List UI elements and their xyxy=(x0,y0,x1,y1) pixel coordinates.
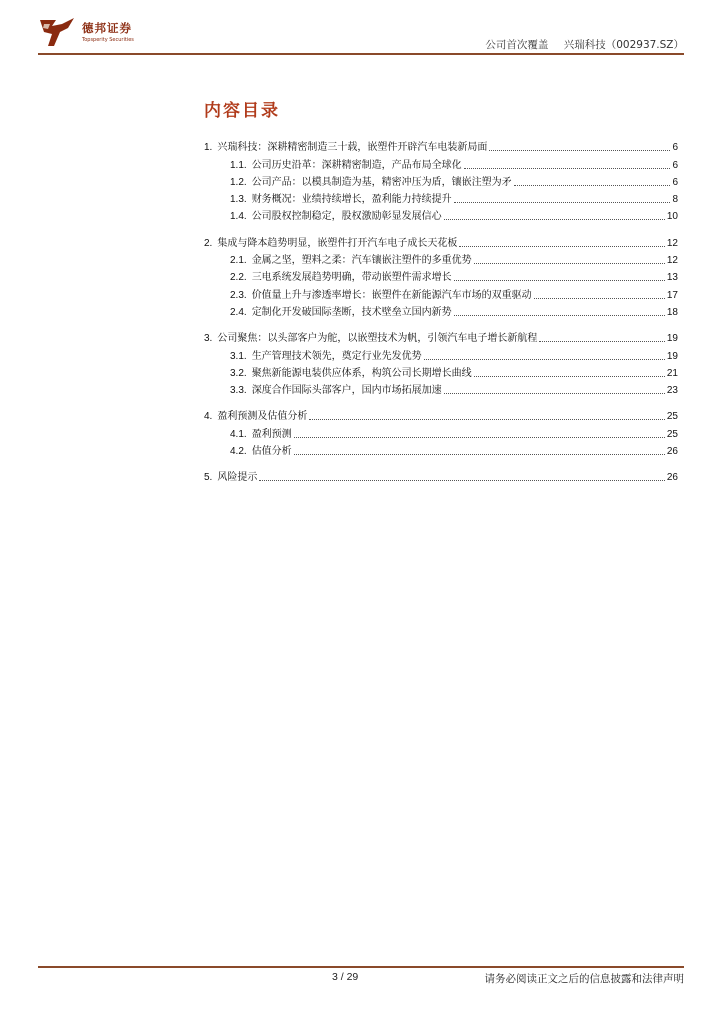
toc-subsection-entry[interactable] xyxy=(204,301,678,318)
toc-section-entry[interactable] xyxy=(204,136,678,153)
toc-entry-label: 金属之坚，塑料之柔：汽车镶嵌注塑件的多重优势 xyxy=(251,255,472,267)
table-of-contents xyxy=(204,136,678,483)
toc-entry-label: 公司股权控制稳定，股权激励彰显发展信心 xyxy=(251,211,442,223)
brand-name-cn: 德邦证券 xyxy=(82,21,132,35)
toc-entry-number: 2.3. xyxy=(230,289,247,301)
toc-leader-dots xyxy=(309,418,665,420)
toc-subsection-entry[interactable] xyxy=(204,153,678,170)
toc-leader-dots xyxy=(444,392,665,394)
toc-group-gap xyxy=(204,222,678,231)
toc-leader-dots xyxy=(459,245,665,247)
toc-entry-page: 6 xyxy=(672,142,678,154)
brand-logo-icon xyxy=(38,16,78,48)
company-ticker: 兴瑞科技（002937.SZ） xyxy=(563,39,684,51)
toc-subsection-entry[interactable] xyxy=(204,344,678,361)
disclaimer-note: 请务必阅读正文之后的信息披露和法律声明 xyxy=(484,973,684,985)
toc-leader-dots xyxy=(424,358,665,360)
toc-entry-page: 26 xyxy=(666,472,678,484)
toc-entry-number: 3. xyxy=(204,333,213,345)
toc-entry-number: 1.4. xyxy=(230,211,247,223)
toc-entry-number: 3.1. xyxy=(230,350,247,362)
toc-subsection-entry[interactable] xyxy=(204,171,678,188)
toc-entry-label: 盈利预测 xyxy=(251,428,292,440)
toc-entry-page: 10 xyxy=(666,211,678,223)
toc-entry-label: 生产管理技术领先，奠定行业先发优势 xyxy=(251,350,422,362)
toc-leader-dots xyxy=(474,262,665,264)
toc-entry-number: 4. xyxy=(204,411,213,423)
toc-entry-page: 25 xyxy=(666,428,678,440)
toc-entry-label: 集成与降本趋势明显，嵌塑件打开汽车电子成长天花板 xyxy=(217,237,458,249)
toc-leader-dots xyxy=(489,149,670,151)
brand-name-en: Topsperity Securities xyxy=(82,37,134,43)
toc-subsection-entry[interactable] xyxy=(204,440,678,457)
toc-leader-dots xyxy=(474,375,665,377)
toc-subsection-entry[interactable] xyxy=(204,266,678,283)
toc-section-entry[interactable] xyxy=(204,231,678,248)
toc-entry-page: 17 xyxy=(666,289,678,301)
toc-section-entry[interactable] xyxy=(204,466,678,483)
toc-section-entry[interactable] xyxy=(204,405,678,422)
toc-entry-label: 估值分析 xyxy=(251,446,292,458)
toc-group-gap xyxy=(204,396,678,405)
toc-entry-number: 4.1. xyxy=(230,428,247,440)
toc-entry-number: 1. xyxy=(204,142,213,154)
toc-subsection-entry[interactable] xyxy=(204,422,678,439)
page-indicator: 3 / 29 xyxy=(332,971,359,983)
header-divider xyxy=(38,53,684,55)
toc-entry-page: 23 xyxy=(666,385,678,397)
toc-subsection-entry[interactable] xyxy=(204,249,678,266)
toc-entry-number: 2. xyxy=(204,237,213,249)
toc-entry-label: 公司聚焦：以头部客户为舵，以嵌塑技术为帆，引领汽车电子增长新航程 xyxy=(217,333,538,345)
toc-title: 内容目录 xyxy=(204,101,280,121)
toc-entry-number: 1.1. xyxy=(230,159,247,171)
toc-section-entry[interactable] xyxy=(204,327,678,344)
toc-entry-label: 公司产品：以模具制造为基，精密冲压为盾，镶嵌注塑为矛 xyxy=(251,176,512,188)
toc-subsection-entry[interactable] xyxy=(204,379,678,396)
toc-entry-page: 6 xyxy=(672,176,678,188)
toc-entry-number: 1.2. xyxy=(230,176,247,188)
toc-entry-page: 8 xyxy=(672,194,678,206)
toc-entry-number: 5. xyxy=(204,472,213,484)
footer-divider xyxy=(38,966,684,968)
toc-entry-page: 19 xyxy=(666,350,678,362)
toc-entry-page: 18 xyxy=(666,306,678,318)
toc-entry-label: 兴瑞科技：深耕精密制造三十载，嵌塑件开辟汽车电装新局面 xyxy=(217,142,488,154)
toc-entry-page: 21 xyxy=(666,367,678,379)
toc-entry-page: 12 xyxy=(666,237,678,249)
toc-leader-dots xyxy=(534,297,665,299)
toc-group-gap xyxy=(204,457,678,466)
toc-leader-dots xyxy=(464,167,671,169)
toc-subsection-entry[interactable] xyxy=(204,283,678,300)
toc-leader-dots xyxy=(454,279,665,281)
toc-entry-label: 三电系统发展趋势明确，带动嵌塑件需求增长 xyxy=(251,272,452,284)
toc-entry-label: 聚焦新能源电装供应体系，构筑公司长期增长曲线 xyxy=(251,367,472,379)
toc-leader-dots xyxy=(294,453,665,455)
header-info xyxy=(473,37,684,52)
toc-entry-label: 公司历史沿革：深耕精密制造，产品布局全球化 xyxy=(251,159,462,171)
toc-leader-dots xyxy=(454,201,671,203)
toc-subsection-entry[interactable] xyxy=(204,205,678,222)
toc-group-gap xyxy=(204,318,678,327)
toc-entry-number: 2.2. xyxy=(230,272,247,284)
toc-entry-number: 3.2. xyxy=(230,367,247,379)
toc-entry-page: 25 xyxy=(666,411,678,423)
toc-subsection-entry[interactable] xyxy=(204,188,678,205)
report-type: 公司首次覆盖 xyxy=(485,39,549,51)
brand-logo xyxy=(38,16,148,50)
toc-entry-number: 3.3. xyxy=(230,385,247,397)
toc-entry-label: 定制化开发破国际垄断，技术壁垒立国内新势 xyxy=(251,306,452,318)
toc-entry-page: 13 xyxy=(666,272,678,284)
toc-leader-dots xyxy=(259,479,665,481)
toc-subsection-entry[interactable] xyxy=(204,362,678,379)
toc-entry-page: 6 xyxy=(672,159,678,171)
toc-entry-number: 2.1. xyxy=(230,255,247,267)
toc-entry-page: 19 xyxy=(666,333,678,345)
toc-entry-label: 盈利预测及估值分析 xyxy=(217,411,308,423)
toc-entry-label: 财务概况：业绩持续增长，盈利能力持续提升 xyxy=(251,194,452,206)
toc-entry-label: 价值量上升与渗透率增长：嵌塑件在新能源汽车市场的双重驱动 xyxy=(251,289,532,301)
toc-entry-label: 风险提示 xyxy=(217,472,258,484)
toc-leader-dots xyxy=(514,184,671,186)
toc-entry-number: 1.3. xyxy=(230,194,247,206)
toc-entry-page: 12 xyxy=(666,255,678,267)
toc-entry-number: 4.2. xyxy=(230,446,247,458)
toc-entry-label: 深度合作国际头部客户，国内市场拓展加速 xyxy=(251,385,442,397)
toc-leader-dots xyxy=(444,218,665,220)
toc-entry-page: 26 xyxy=(666,446,678,458)
toc-entry-number: 2.4. xyxy=(230,306,247,318)
toc-leader-dots xyxy=(294,436,665,438)
toc-leader-dots xyxy=(454,314,665,316)
toc-leader-dots xyxy=(539,340,665,342)
